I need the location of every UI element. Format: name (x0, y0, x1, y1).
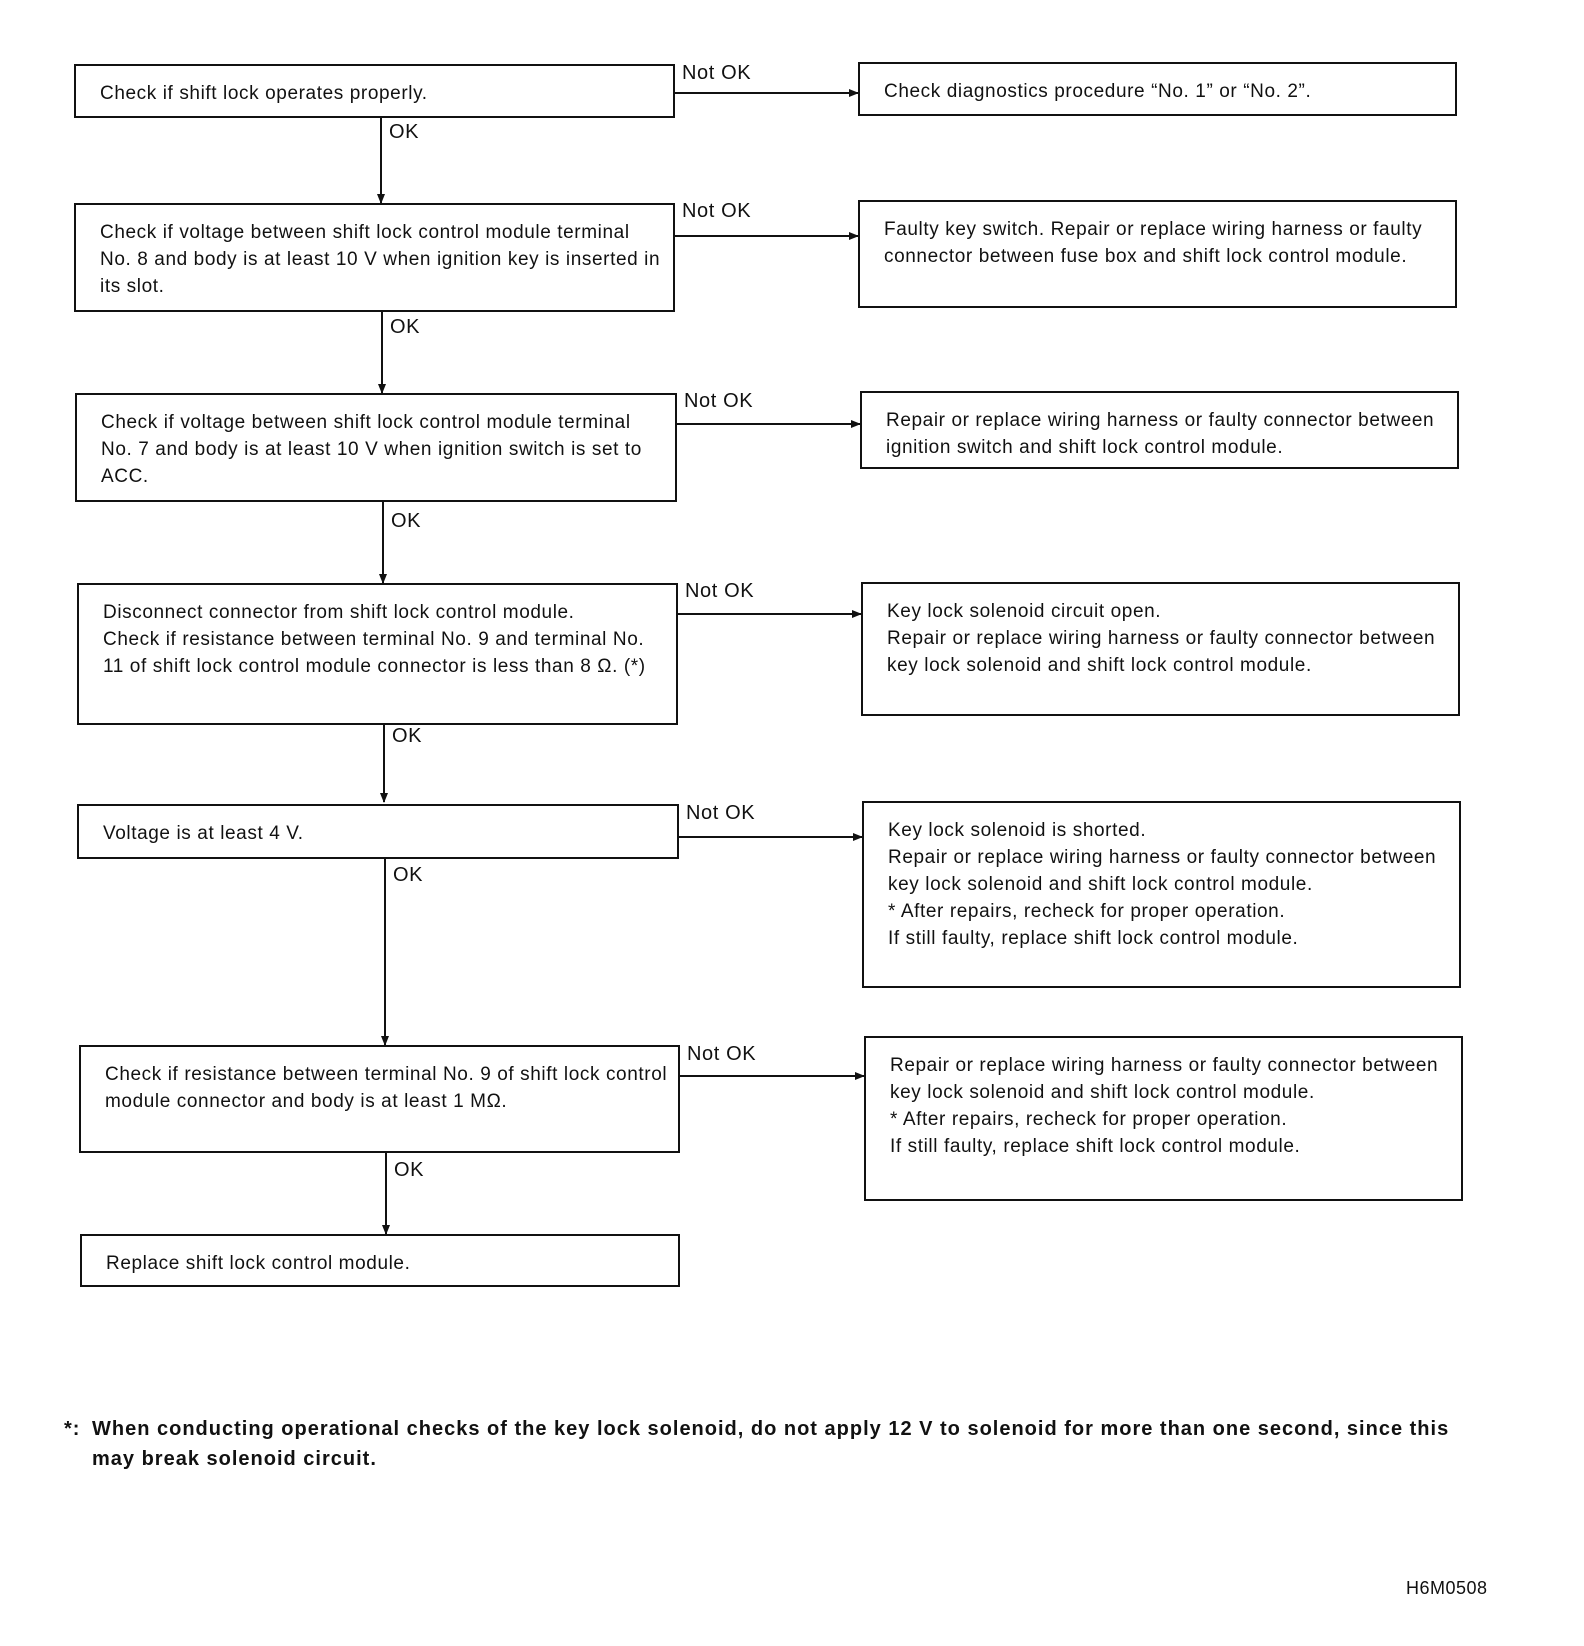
ok-label-6: OK (394, 1159, 425, 1181)
fail-action-4 (861, 582, 1460, 716)
fail-action-6 (864, 1036, 1463, 1201)
check-step-5-text: Voltage is at least 4 V. (103, 823, 304, 844)
check-step-4-text: Disconnect connector from shift lock control module. Check if resistance between terminal No. 9 and terminal No. 11 of shift lock control module connector is less than 8 Ω. (*) (103, 602, 646, 677)
footnote-text: When conducting operational checks of the key lock solenoid, do not apply 12 V to solenoid for more than one second, since this may break solenoid circuit. (92, 1418, 1450, 1470)
ok-label-2: OK (390, 316, 421, 338)
fail-action-2 (858, 200, 1457, 308)
fail-action-6-text: Repair or replace wiring harness or faulty connector between key lock solenoid and shift lock control module. * After repairs, recheck for proper operation. If still faulty, replace shift lock control module. (890, 1055, 1439, 1157)
not-ok-label-1: Not OK (682, 62, 752, 84)
final-step-text: Replace shift lock control module. (106, 1253, 411, 1274)
ok-label-3: OK (391, 510, 422, 532)
not-ok-label-6: Not OK (687, 1043, 757, 1065)
fail-action-4-text: Key lock solenoid circuit open. Repair or replace wiring harness or faulty connector between key lock solenoid and shift lock control module. (887, 601, 1436, 676)
footnote-marker: *: (64, 1418, 81, 1440)
check-step-1 (74, 64, 675, 118)
not-ok-label-5: Not OK (686, 802, 756, 824)
ok-label-1: OK (389, 121, 420, 143)
check-step-4 (77, 583, 678, 725)
footnote (64, 1414, 1484, 1474)
check-step-1-text: Check if shift lock operates properly. (100, 83, 428, 104)
fail-action-5 (862, 801, 1461, 988)
check-step-5 (77, 804, 679, 859)
check-step-2-text: Check if voltage between shift lock control module terminal No. 8 and body is at least 10 V when ignition key is inserted in its slot. (100, 222, 661, 297)
check-step-3 (75, 393, 677, 502)
not-ok-label-3: Not OK (684, 390, 754, 412)
fail-action-3-text: Repair or replace wiring harness or faulty connector between ignition switch and shift lock control module. (886, 410, 1435, 458)
fail-action-5-text: Key lock solenoid is shorted. Repair or replace wiring harness or faulty connector between key lock solenoid and shift lock control module. * After repairs, recheck for proper operation. If still faulty, replace shift lock control module. (888, 820, 1437, 949)
check-step-2 (74, 203, 675, 312)
fail-action-1-text: Check diagnostics procedure “No. 1” or “No. 2”. (884, 81, 1312, 102)
figure-code: H6M0508 (1406, 1578, 1488, 1598)
fail-action-2-text: Faulty key switch. Repair or replace wiring harness or faulty connector between fuse box and shift lock control module. (884, 219, 1423, 267)
check-step-3-text: Check if voltage between shift lock control module terminal No. 7 and body is at least 10 V when ignition switch is set to ACC. (101, 412, 642, 487)
check-step-6 (79, 1045, 680, 1153)
ok-label-5: OK (393, 864, 424, 886)
check-step-6-text: Check if resistance between terminal No. 9 of shift lock control module connector and body is at least 1 MΩ. (105, 1064, 668, 1112)
not-ok-label-4: Not OK (685, 580, 755, 602)
final-step (80, 1234, 680, 1287)
fail-action-3 (860, 391, 1459, 469)
not-ok-label-2: Not OK (682, 200, 752, 222)
fail-action-1 (858, 62, 1457, 116)
ok-label-4: OK (392, 725, 423, 747)
